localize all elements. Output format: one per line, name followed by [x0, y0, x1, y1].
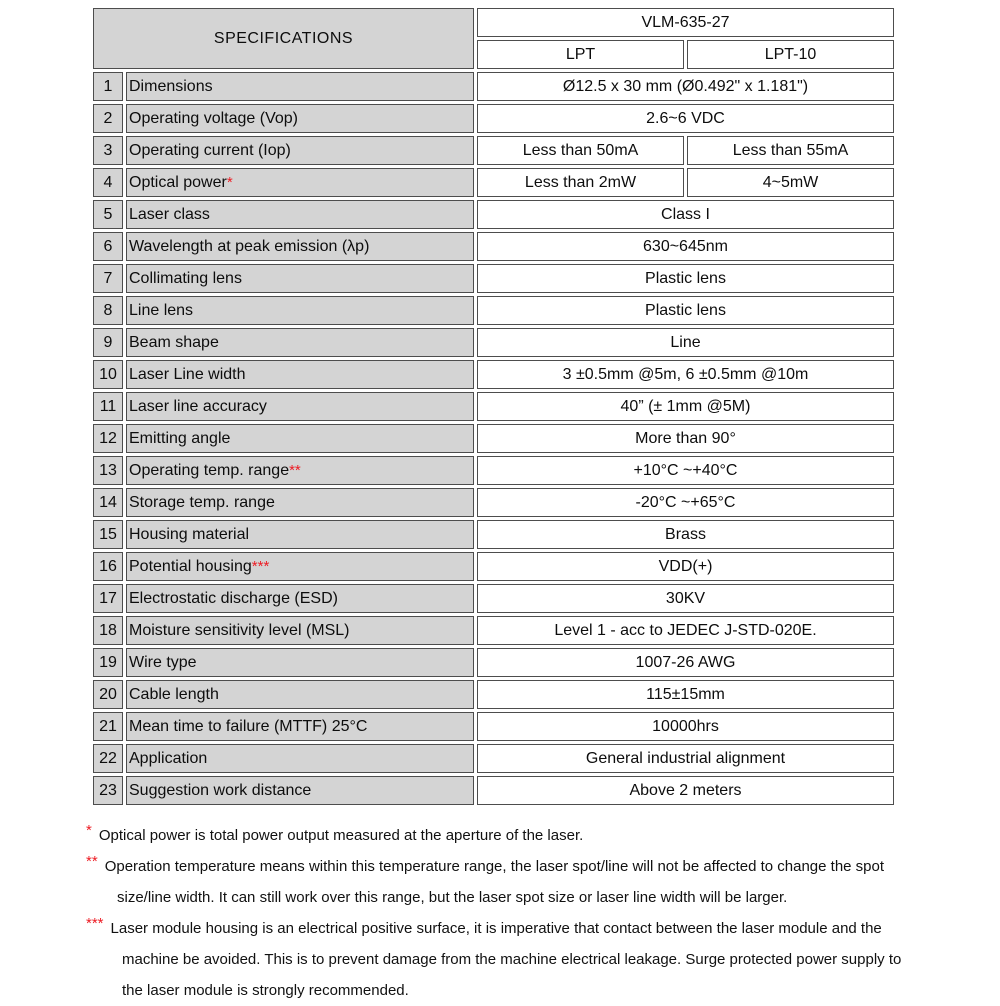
row-value: General industrial alignment	[477, 744, 894, 773]
row-number: 14	[93, 488, 123, 517]
spec-row	[93, 296, 894, 325]
row-number: 3	[93, 136, 123, 165]
row-number: 5	[93, 200, 123, 229]
row-number: 20	[93, 680, 123, 709]
row-value: 40” (± 1mm @5M)	[477, 392, 894, 421]
row-value: Level 1 - acc to JEDEC J-STD-020E.	[477, 616, 894, 645]
row-number: 19	[93, 648, 123, 677]
row-label: Storage temp. range	[126, 488, 474, 517]
column-header-lpt-10: LPT-10	[687, 40, 894, 69]
row-label: Emitting angle	[126, 424, 474, 453]
row-value: Plastic lens	[477, 264, 894, 293]
row-number: 2	[93, 104, 123, 133]
spec-title: SPECIFICATIONS	[93, 8, 474, 69]
footnote-marker: *	[226, 173, 233, 191]
row-value: 3 ±0.5mm @5m, 6 ±0.5mm @10m	[477, 360, 894, 389]
footnotes	[86, 820, 1000, 1006]
row-value-lpt-10: 4~5mW	[687, 168, 894, 197]
row-label: Housing material	[126, 520, 474, 549]
row-label: Laser class	[126, 200, 474, 229]
row-label: Electrostatic discharge (ESD)	[126, 584, 474, 613]
row-value: Plastic lens	[477, 296, 894, 325]
footnote-line: ** Operation temperature means within this temperature range, the laser spot/line will not be affected to change the spot	[86, 853, 885, 875]
row-value: VDD(+)	[477, 552, 894, 581]
row-label: Wire type	[126, 648, 474, 677]
spec-row	[93, 328, 894, 357]
spec-row	[93, 136, 894, 165]
row-value: Line	[477, 328, 894, 357]
footnote-line: the laser module is strongly recommended.	[122, 982, 409, 999]
row-value: Class I	[477, 200, 894, 229]
row-number: 11	[93, 392, 123, 421]
row-number: 8	[93, 296, 123, 325]
spec-row	[93, 424, 894, 453]
row-number: 15	[93, 520, 123, 549]
model-header: VLM-635-27	[477, 8, 894, 37]
row-value-lpt: Less than 50mA	[477, 136, 684, 165]
row-label: Line lens	[126, 296, 474, 325]
row-label: Operating voltage (Vop)	[126, 104, 474, 133]
row-number: 7	[93, 264, 123, 293]
row-number: 12	[93, 424, 123, 453]
spec-row	[93, 104, 894, 133]
row-value: 115±15mm	[477, 680, 894, 709]
row-label: Suggestion work distance	[126, 776, 474, 805]
row-number: 13	[93, 456, 123, 485]
spec-row	[93, 712, 894, 741]
row-label: Collimating lens	[126, 264, 474, 293]
row-label: Laser Line width	[126, 360, 474, 389]
spec-row	[93, 648, 894, 677]
footnote-line: size/line width. It can still work over this range, but the laser spot size or laser line width will be larger.	[117, 889, 788, 906]
row-number: 1	[93, 72, 123, 101]
row-value-lpt-10: Less than 55mA	[687, 136, 894, 165]
spec-row	[93, 584, 894, 613]
spec-row	[93, 360, 894, 389]
spec-row	[93, 552, 894, 581]
row-number: 21	[93, 712, 123, 741]
spec-row	[93, 744, 894, 773]
row-value: Brass	[477, 520, 894, 549]
row-label: Optical power*	[126, 168, 474, 197]
row-number: 16	[93, 552, 123, 581]
spec-row	[93, 616, 894, 645]
row-label: Laser line accuracy	[126, 392, 474, 421]
row-number: 4	[93, 168, 123, 197]
footnote-marker: **	[289, 461, 301, 479]
row-label: Beam shape	[126, 328, 474, 357]
row-value: 1007-26 AWG	[477, 648, 894, 677]
row-value: Ø12.5 x 30 mm (Ø0.492" x 1.181")	[477, 72, 894, 101]
row-number: 23	[93, 776, 123, 805]
spec-row	[93, 200, 894, 229]
row-number: 10	[93, 360, 123, 389]
specifications-table	[90, 5, 897, 808]
header-row-model	[93, 8, 894, 37]
row-label: Operating temp. range**	[126, 456, 474, 485]
spec-row	[93, 264, 894, 293]
column-header-lpt: LPT	[477, 40, 684, 69]
row-number: 22	[93, 744, 123, 773]
spec-row	[93, 168, 894, 197]
row-label: Wavelength at peak emission (λp)	[126, 232, 474, 261]
row-value: More than 90°	[477, 424, 894, 453]
row-value: 30KV	[477, 584, 894, 613]
row-label: Moisture sensitivity level (MSL)	[126, 616, 474, 645]
row-number: 9	[93, 328, 123, 357]
row-label: Application	[126, 744, 474, 773]
row-label: Mean time to failure (MTTF) 25°C	[126, 712, 474, 741]
spec-row	[93, 680, 894, 709]
spec-row	[93, 776, 894, 805]
row-label: Dimensions	[126, 72, 474, 101]
row-number: 17	[93, 584, 123, 613]
row-label: Potential housing***	[126, 552, 474, 581]
spec-row	[93, 520, 894, 549]
row-value: -20°C ~+65°C	[477, 488, 894, 517]
row-label: Operating current (Iop)	[126, 136, 474, 165]
spec-table-body	[93, 72, 894, 805]
footnote-marker: ***	[86, 915, 104, 932]
row-value-lpt: Less than 2mW	[477, 168, 684, 197]
footnote-line: * Optical power is total power output measured at the aperture of the laser.	[86, 822, 584, 844]
spec-row	[93, 72, 894, 101]
spec-row	[93, 392, 894, 421]
row-value: 10000hrs	[477, 712, 894, 741]
row-value: +10°C ~+40°C	[477, 456, 894, 485]
row-number: 6	[93, 232, 123, 261]
row-number: 18	[93, 616, 123, 645]
row-value: 630~645nm	[477, 232, 894, 261]
row-value: 2.6~6 VDC	[477, 104, 894, 133]
footnote-marker: **	[86, 853, 98, 870]
footnote-marker: ***	[251, 557, 270, 575]
footnote-marker: *	[86, 822, 92, 839]
footnote-line: *** Laser module housing is an electrical positive surface, it is imperative that contact between the laser module and the	[86, 915, 882, 937]
spec-row	[93, 488, 894, 517]
row-value: Above 2 meters	[477, 776, 894, 805]
footnote-line: machine be avoided. This is to prevent damage from the machine electrical leakage. Surge protected power supply to	[122, 951, 902, 968]
spec-row	[93, 456, 894, 485]
row-label: Cable length	[126, 680, 474, 709]
spec-row	[93, 232, 894, 261]
